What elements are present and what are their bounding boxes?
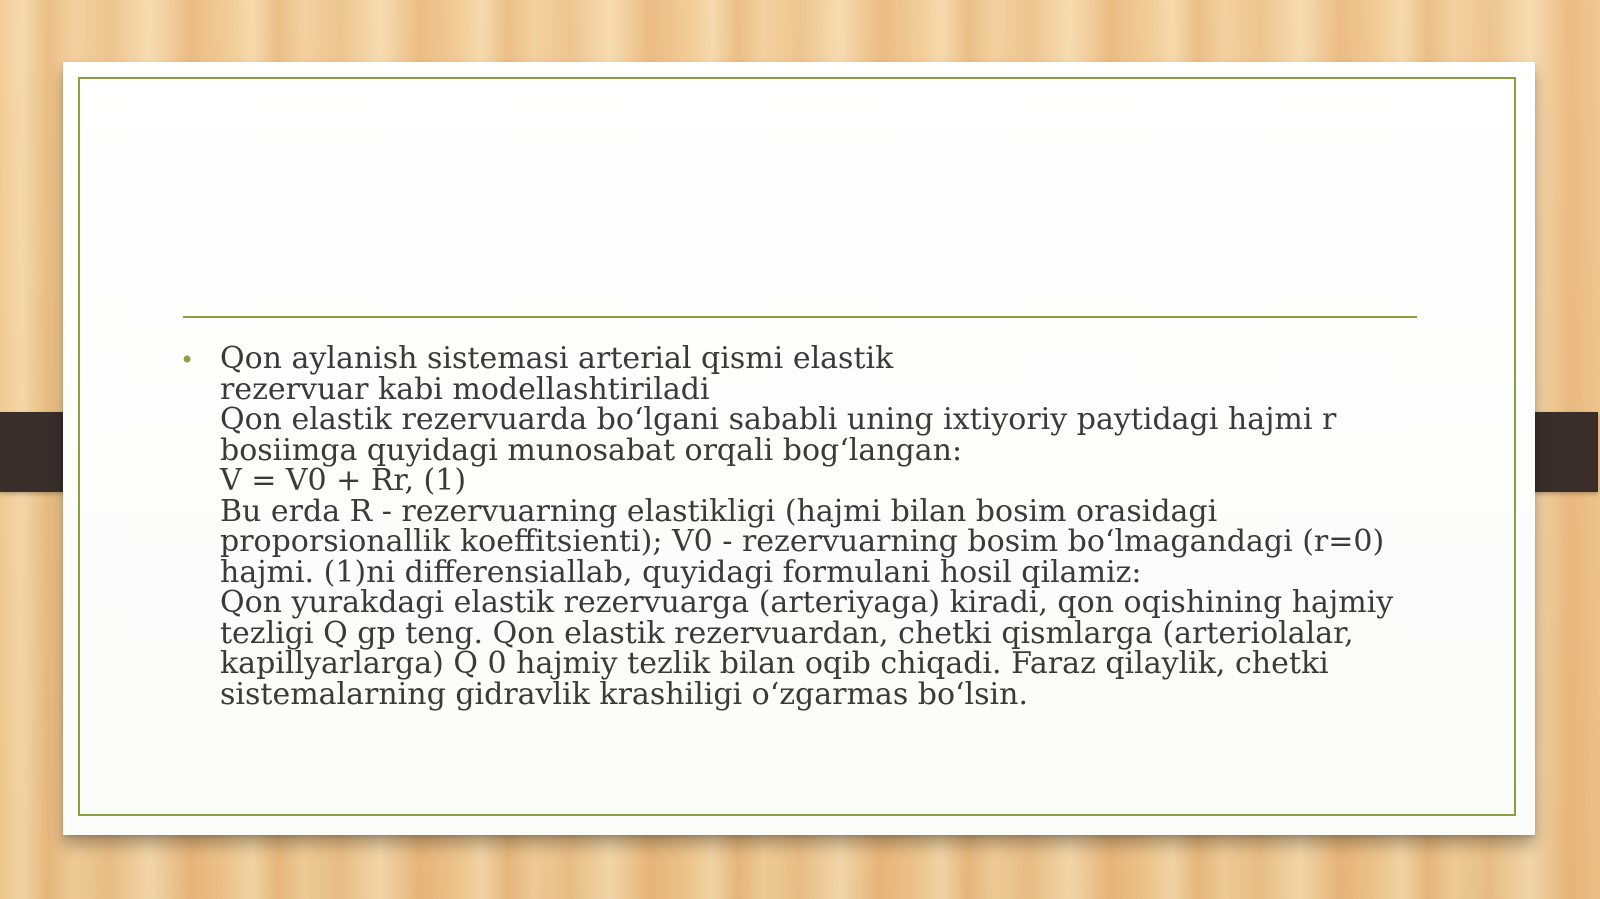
- body-line: V = V0 + Rr, (1): [220, 463, 467, 498]
- body-line: tezligi Q gp teng. Qon elastik rezervuardan, chetki qismlarga (arteriolalar,: [220, 615, 1354, 651]
- body-line: Qon elastik rezervuarda bo‘lgani sababli uning ixtiyoriy paytidagi hajmi r: [220, 402, 1337, 437]
- bullet-marker: •: [180, 346, 195, 374]
- body-line: Bu erda R - rezervuarning elastikligi (hajmi bilan bosim orasidagi: [220, 493, 1218, 529]
- body-line: kapillyarlarga) Q 0 hajmiy tezlik bilan oqib chiqadi. Faraz qilaylik, chetki: [220, 646, 1329, 681]
- body-line: Qon yurakdagi elastik rezervuarga (arteriyaga) kiradi, qon oqishining hajmiy: [220, 585, 1394, 620]
- body-line: sistemalarning gidravlik krashiligi o‘zgarmas bo‘lsin.: [220, 676, 1028, 712]
- body-line: hajmi. (1)ni differensiallab, quyidagi formulani hosil qilamiz:: [220, 554, 1142, 590]
- body-line: bosiimga quyidagi munosabat orqali bog‘langan:: [220, 432, 963, 468]
- body-line: Qon aylanish sistemasi arterial qismi elastik: [220, 341, 894, 376]
- slide-body-text: [220, 341, 1420, 712]
- body-line: rezervuar kabi modellashtiriladi: [220, 371, 710, 407]
- title-divider: [183, 316, 1417, 318]
- body-line: proporsionallik koeffitsienti); V0 - rezervuarning bosim bo‘lmagandagi (r=0): [220, 524, 1385, 559]
